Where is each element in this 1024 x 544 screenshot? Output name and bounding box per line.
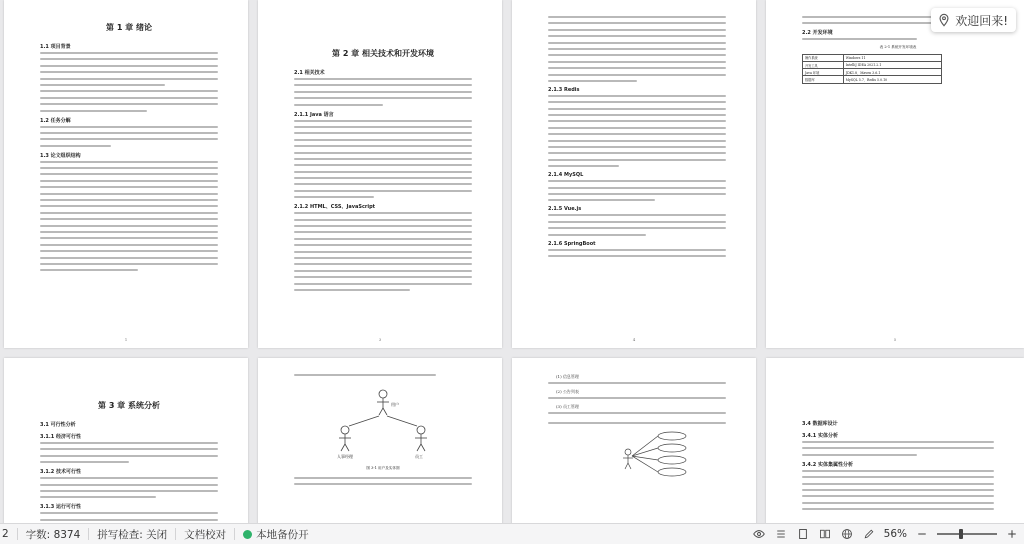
location-pin-icon [937,13,951,27]
page-8[interactable] [766,358,1024,524]
local-backup-status[interactable] [237,527,315,542]
entity-diagram [608,428,708,478]
backup-status-icon [243,530,252,539]
page-6[interactable] [258,358,502,524]
section-heading: 3.4.2 实体集属性分析 [802,461,853,468]
eye-icon[interactable] [753,528,765,540]
zoom-in-icon[interactable] [1006,528,1018,540]
section-heading: 1.3 论文组织结构 [40,152,81,159]
list-item: (3) 员工管理 [556,403,579,409]
outline-view-icon[interactable] [775,528,787,540]
page-7[interactable] [512,358,756,524]
section-heading: 1.1 项目背景 [40,44,71,50]
section-heading: 2.1.2 HTML、CSS、JavaScript [294,204,376,211]
section-heading: 2.1 相关技术 [294,70,325,76]
word-count[interactable]: 字数: 8374 [25,528,81,541]
figure-caption: 图 3-1 用户及实体图 [366,466,400,470]
section-heading: 2.1.5 Vue.js [548,206,582,213]
page-indicator[interactable]: 2 [2,528,9,540]
actor-label-hr: 人事经理 [337,454,353,459]
page-number: 4 [632,337,636,342]
page-1[interactable] [4,0,248,348]
page-5[interactable] [4,358,248,524]
chapter-title: 第 2 章 相关技术和开发环境 [332,49,434,58]
status-bar [0,523,1024,544]
section-heading: 3.4 数据库设计 [802,421,838,427]
table-caption: 表 2-1 系统开发环境表 [879,44,917,49]
section-heading: 2.2 开发环境 [802,30,833,37]
actor-label-user: 用户 [391,402,399,407]
spell-check-toggle[interactable]: 拼写检查: 关闭 [97,528,168,541]
zoom-out-icon[interactable] [916,528,928,540]
doc-proof-button[interactable]: 文档校对 [184,528,227,541]
welcome-label: 欢迎回来! [955,13,1008,28]
use-case-diagram [323,384,443,464]
chapter-title: 第 3 章 系统分析 [98,401,160,410]
section-heading: 2.1.4 MySQL [548,172,584,179]
table-row: 数据库 MySQL 5.7、Redis 5.0.10 [803,76,942,83]
page-3[interactable] [512,0,756,348]
section-heading: 2.1.3 Redis [548,86,580,93]
page-view-icon[interactable] [797,528,809,540]
section-heading: 3.1 可行性分析 [40,422,76,428]
page-4[interactable] [766,0,1024,348]
page-2[interactable] [258,0,502,348]
multi-page-view-icon[interactable] [819,528,831,540]
list-item: (1) 信息管理 [556,374,579,379]
edit-pen-icon[interactable] [863,528,875,540]
table-row: Java 环境 JDK1.8、Maven 3.6.1 [803,69,942,76]
section-heading: 2.1.1 Java 语言 [294,111,334,118]
section-heading: 3.1.1 经济可行性 [40,434,81,440]
page-number: 5 [893,337,897,342]
section-heading: 1.2 任务分解 [40,117,71,124]
page-number: 3 [378,337,382,342]
actor-label-staff: 员工 [415,454,423,459]
zoom-slider[interactable] [937,533,997,535]
section-heading: 3.1.3 运行可行性 [40,504,81,511]
zoom-level[interactable]: 56% [883,528,907,540]
backup-label: 本地备份开 [256,528,309,541]
page-number: 1 [124,337,128,342]
dev-env-table [802,54,942,84]
welcome-back-popup[interactable] [931,8,1016,32]
list-item: (2) 公告列表 [556,388,579,394]
chapter-title: 第 1 章 绪论 [106,23,152,32]
section-heading: 3.4.1 实体分析 [802,433,838,439]
table-row: 操作系统 Windows 11 [803,54,942,61]
zoom-slider-knob[interactable] [959,529,963,539]
section-heading: 2.1.6 SpringBoot [548,240,596,247]
table-row: 开发工具 IntelliJ IDEA 2021.2.1 [803,61,942,68]
section-heading: 3.1.2 技术可行性 [40,469,81,476]
web-layout-icon[interactable] [841,528,853,540]
